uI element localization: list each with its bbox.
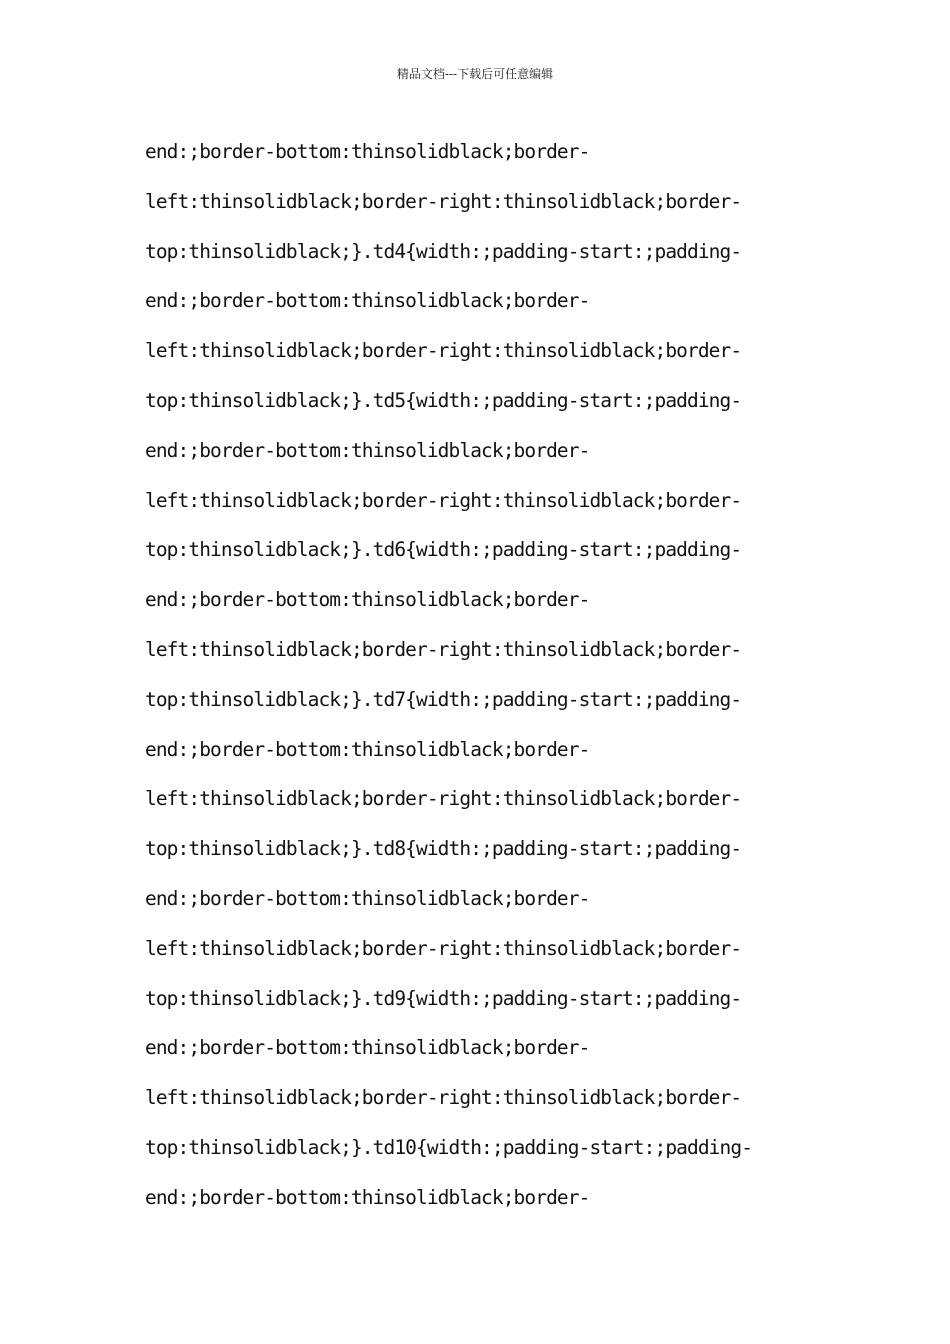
text-line: top:thinsolidblack;}.td6{width:;padding-start:;padding-: [145, 538, 742, 562]
text-line: left:thinsolidblack;border-right:thinsolidblack;border-: [145, 339, 742, 363]
text-line: end:;border-bottom:thinsolidblack;border-: [145, 289, 590, 313]
text-line: left:thinsolidblack;border-right:thinsolidblack;border-: [145, 637, 742, 661]
text-line: left:thinsolidblack;border-right:thinsolidblack;border-: [145, 787, 742, 811]
text-line: top:thinsolidblack;}.td4{width:;padding-start:;padding-: [145, 239, 742, 263]
text-line: left:thinsolidblack;border-right:thinsolidblack;border-: [145, 189, 742, 213]
text-line: end:;border-bottom:thinsolidblack;border-: [145, 588, 590, 612]
text-line: top:thinsolidblack;}.td7{width:;padding-start:;padding-: [145, 687, 742, 711]
text-line: end:;border-bottom:thinsolidblack;border-: [145, 438, 590, 462]
text-line: end:;border-bottom:thinsolidblack;border-: [145, 886, 590, 910]
text-line: end:;border-bottom:thinsolidblack;border-: [145, 140, 590, 163]
text-line: end:;border-bottom:thinsolidblack;border-: [145, 1185, 590, 1209]
text-line: top:thinsolidblack;}.td10{width:;padding-start:;padding-: [145, 1135, 753, 1159]
text-line: top:thinsolidblack;}.td9{width:;padding-start:;padding-: [145, 986, 742, 1010]
text-line: end:;border-bottom:thinsolidblack;border-: [145, 737, 590, 761]
text-line: left:thinsolidblack;border-right:thinsolidblack;border-: [145, 936, 742, 960]
text-line: end:;border-bottom:thinsolidblack;border-: [145, 1036, 590, 1060]
text-line: top:thinsolidblack;}.td5{width:;padding-start:;padding-: [145, 388, 742, 412]
text-line: top:thinsolidblack;}.td8{width:;padding-start:;padding-: [145, 837, 742, 861]
document-body: [145, 138, 845, 1234]
page-header: 精品文档---下载后可任意编辑: [396, 67, 554, 81]
text-line: left:thinsolidblack;border-right:thinsolidblack;border-: [145, 488, 742, 512]
text-line: left:thinsolidblack;border-right:thinsolidblack;border-: [145, 1086, 742, 1110]
